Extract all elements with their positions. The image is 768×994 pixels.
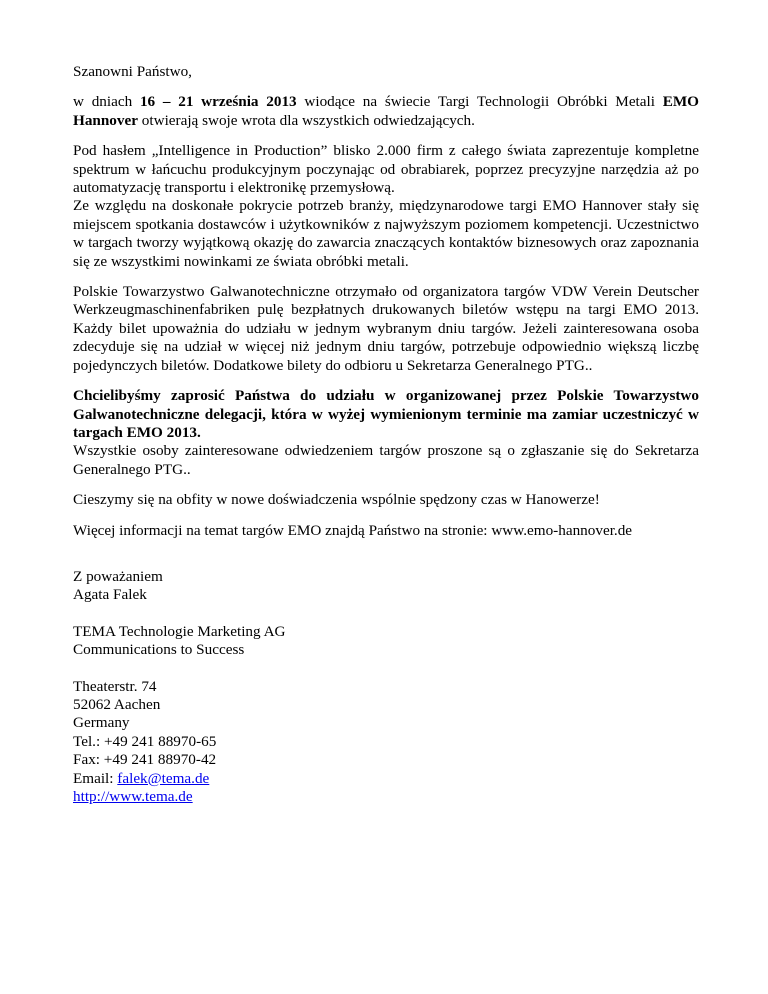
invitation-paragraph (73, 387, 699, 479)
country: Germany (73, 714, 130, 732)
event-brand: EMO Hannover (73, 93, 699, 129)
invitation-details: Wszystkie osoby zainteresowane odwiedzeniem targów proszone są o zgłaszanie się do Sekretarza Generalnego PTG.. (73, 442, 699, 478)
intro-post: otwierają swoje wrota dla wszystkich odwiedzających. (137, 111, 475, 129)
company-slogan: Communications to Success (73, 641, 245, 659)
company-block (73, 623, 699, 660)
signer-name: Agata Falek (73, 586, 147, 604)
company-name: TEMA Technologie Marketing AG (73, 622, 286, 640)
event-dates: 16 – 21 września 2013 (139, 93, 297, 111)
greeting: Szanowni Państwo, (73, 63, 192, 80)
signature-block (73, 568, 699, 605)
phone: Tel.: +49 241 88970-65 (73, 732, 217, 750)
website-line (73, 788, 699, 806)
street: Theaterstr. 74 (73, 677, 157, 695)
closing-wish: Cieszymy się na obfity w nowe doświadczenia wspólnie spędzony czas w Hanowerze! (73, 491, 600, 509)
event-description-paragraph (73, 142, 699, 271)
email-line (73, 770, 699, 788)
intro-paragraph (73, 93, 699, 130)
email-label: Email: (73, 769, 118, 787)
intro-pre: w dniach (73, 93, 140, 111)
invitation-bold (73, 387, 699, 442)
closing-phrase: Z poważaniem (73, 567, 163, 585)
website-link[interactable]: http://www.tema.de (73, 788, 193, 805)
intro-mid: wiodące na świecie Targi Technologii Obróbki Metali (296, 93, 663, 111)
fax: Fax: +49 241 88970-42 (73, 751, 217, 769)
letter-body (73, 63, 699, 806)
tickets-paragraph: Polskie Towarzystwo Galwanotechniczne otrzymało od organizatora targów VDW Verein Deutscher Werkzeugmaschinenfabriken pulę bezpłatnych drukowanych biletów wstępu na targi EMO 2013. Każdy bilet upoważnia do udziału w jednym wybranym dniu targów. Jeżeli zainteresowana osoba zdecyduje się na udział w więcej niż jednym dniu targów, potrzebuje odpowiednio większą liczbę pojedynczych biletów. Dodatkowe bilety do odbioru u Sekretarza Generalnego PTG.. (73, 283, 699, 374)
email-link[interactable]: falek@tema.de (117, 769, 210, 787)
address-block (73, 678, 699, 807)
event-description-line-2: Ze względu na doskonałe pokrycie potrzeb branży, międzynarodowe targi EMO Hannover stały się miejscem spotkania dostawców i użytkowników z najwyższym poziomem kompetencji. Uczestnictwo w targach tworzy wyjątkową okazję do zawarcia znaczących kontaktów biznesowych oraz zapoznania się ze wszystkimi nowinkami ze świata obróbki metali. (73, 197, 699, 270)
more-info: Więcej informacji na temat targów EMO znajdą Państwo na stronie: www.emo-hannover.de (73, 521, 633, 539)
city: 52062 Aachen (73, 695, 161, 713)
event-description-line-1: Pod hasłem „Intelligence in Production” blisko 2.000 firm z całego świata zaprezentuje kompletne spektrum w łańcuchu produkcyjnym poczynając od obrabiarek, poprzez precyzyjne narzędzia aż po automatyzację transportu i elektronikę przemysłową. (73, 142, 699, 197)
invitation-bold-text: Chcielibyśmy zaprosić Państwa do udziału w organizowanej przez Polskie Towarzystwo Galwanotechniczne delegacji, która w wyżej wymienionym terminie ma zamiar uczestniczyć w targach EMO 2013. (73, 387, 699, 441)
